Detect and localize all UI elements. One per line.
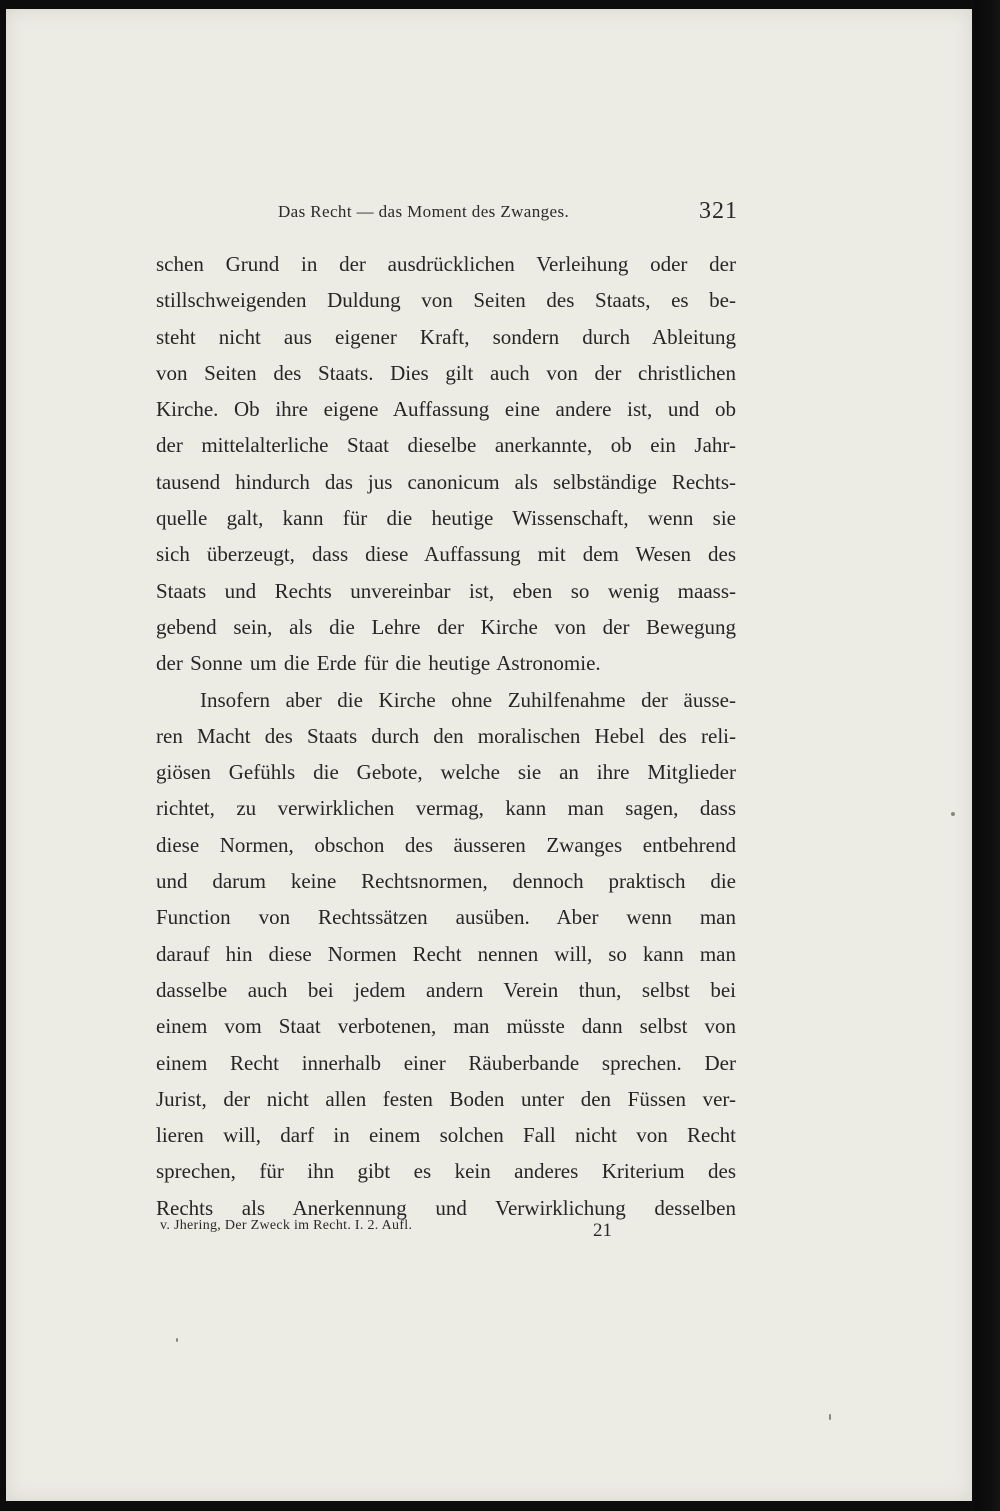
text-line: steht nicht aus eigener Kraft, sondern durch Ableitung <box>156 324 736 349</box>
running-head-title: Das Recht — das Moment des Zwanges. <box>278 202 570 221</box>
text-line: quelle galt, kann für die heutige Wissenschaft, wenn sie <box>156 506 736 531</box>
paragraph-start-line: Insofern aber die Kirche ohne Zuhilfenahme der äusse- <box>200 687 736 712</box>
text-line: und darum keine Rechtsnormen, dennoch praktisch die <box>156 869 736 894</box>
text-line: diese Normen, obschon des äusseren Zwanges entbehrend <box>156 832 736 857</box>
text-line: schen Grund in der ausdrücklichen Verleihung oder der <box>156 252 736 276</box>
text-line: giösen Gefühls die Gebote, welche sie an ihre Mitglieder <box>156 760 736 785</box>
page-number: 321 <box>699 198 738 224</box>
footer-citation: v. Jhering, Der Zweck im Recht. I. 2. Aufl. <box>160 1218 413 1233</box>
text-line: ren Macht des Staats durch den moralischen Hebel des reli- <box>156 723 736 748</box>
text-line: Kirche. Ob ihre eigene Auffassung eine andere ist, und ob <box>156 397 736 422</box>
text-line: gebend sein, als die Lehre der Kirche von der Bewegung <box>156 614 736 639</box>
text-line: richtet, zu verwirklichen vermag, kann man sagen, dass <box>156 796 736 821</box>
text-line: der mittelalterliche Staat dieselbe anerkannte, ob ein Jahr- <box>156 433 736 458</box>
text-line: Function von Rechtssätzen ausüben. Aber wenn man <box>156 905 736 930</box>
text-line: einem Recht innerhalb einer Räuberbande sprechen. Der <box>156 1050 736 1075</box>
text-line: Staats und Rechts unvereinbar ist, eben so wenig maass- <box>156 578 736 603</box>
text-line: von Seiten des Staats. Dies gilt auch von der christlichen <box>156 360 736 385</box>
text-line: dasselbe auch bei jedem andern Verein thun, selbst bei <box>156 977 736 1002</box>
text-line: sprechen, für ihn gibt es kein anderes Kriterium des <box>156 1159 736 1184</box>
text-line: darauf hin diese Normen Recht nennen will, so kann man <box>156 941 736 966</box>
page-edge-shadow <box>975 0 1000 1511</box>
body-text <box>156 246 736 1226</box>
text-line: sich überzeugt, dass diese Auffassung mit dem Wesen des <box>156 542 736 567</box>
text-line: Jurist, der nicht allen festen Boden unter den Füssen ver- <box>156 1086 736 1111</box>
text-line: stillschweigenden Duldung von Seiten des Staats, es be- <box>156 288 736 313</box>
signature-mark: 21 <box>593 1220 612 1241</box>
running-head <box>278 198 738 228</box>
paper-speck <box>951 812 955 816</box>
text-line: tausend hindurch das jus canonicum als selbständige Rechts- <box>156 469 736 494</box>
text-line: einem vom Staat verbotenen, man müsste dann selbst von <box>156 1014 736 1039</box>
page-footer <box>160 1218 630 1248</box>
text-line: Rechts als Anerkennung und Verwirklichung desselben <box>156 1195 736 1220</box>
paper-speck <box>829 1414 831 1420</box>
paragraph-end-line: der Sonne um die Erde für die heutige Astronomie. <box>156 651 601 676</box>
text-line: lieren will, darf in einem solchen Fall nicht von Recht <box>156 1123 736 1148</box>
paper-speck <box>176 1338 178 1342</box>
